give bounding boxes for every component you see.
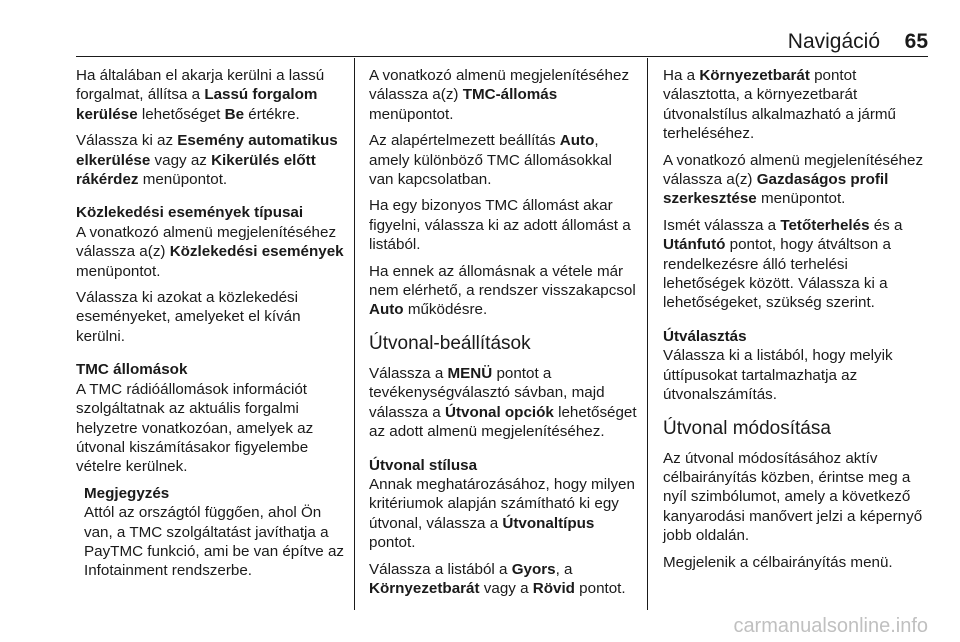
paragraph: Válassza a listából a Gyors, a Környezetbarát vagy a Rövid pontot. [369, 560, 626, 597]
note-title: Megjegyzés [84, 484, 170, 502]
page-number: 65 [904, 30, 928, 53]
paragraph: Az útvonal módosításához aktív célbairányítás közben, érintse meg a nyíl szimbólumot, amely a következő kanyarodási manővert jelzi a képernyő jobb oldalán. [663, 449, 923, 545]
paragraph: Megjelenik a célbairányítás menü. [663, 553, 893, 571]
note-box [76, 484, 346, 581]
paragraph: Ha általában el akarja kerülni a lassú forgalmat, állítsa a Lassú forgalom kerülése lehetőséget Be értékre. [76, 67, 325, 123]
paragraph: A TMC rádióállomások információt szolgáltatnak az aktuális forgalmi helyzetre vonatkozóan, amelyek az útvonal kiszámításakor figyelembe vételre kerülnek. [76, 380, 314, 476]
column-3 [663, 66, 933, 579]
column-1 [76, 66, 346, 588]
paragraph: Ha a Környezetbarát pontot választotta, a környezetbarát útvonalstílus alkalmazható a jármű terheléséhez. [663, 67, 896, 143]
section-title: Navigáció [787, 30, 880, 53]
paragraph: Ha ennek az állomásnak a vétele már nem elérhető, a rendszer visszakapcsol Auto működésre. [369, 262, 636, 319]
watermark: carmanualsonline.info [733, 615, 928, 637]
note-text: Attól az országtól függően, ahol Ön van, a TMC szolgáltatást javíthatja a PayTMC funkció, ami be van építve az Infotainment rendszerbe. [84, 504, 344, 580]
paragraph: A vonatkozó almenü megjelenítéséhez válassza a(z) TMC-állomás menüpontot. [369, 67, 630, 123]
paragraph: Válassza ki azokat a közlekedési eseményeket, amelyeket el kíván kerülni. [76, 289, 301, 345]
paragraph: Válassza a MENÜ pontot a tevékenységválasztó sávban, majd válassza a Útvonal opciók lehetőséget az adott almenü megjelenítéséhez. [369, 364, 637, 441]
subheading-tmc-stations: TMC állomások [76, 361, 188, 379]
subheading-routing: Útválasztás [663, 327, 747, 345]
subheading-event-types: Közlekedési események típusai [76, 204, 304, 222]
column-divider [647, 58, 648, 610]
paragraph: Válassza ki a listából, hogy melyik úttípusokat tartalmazhatja az útvonalszámítás. [663, 347, 893, 404]
heading-route-settings: Útvonal-beállítások [369, 332, 531, 354]
page-header [0, 0, 960, 58]
paragraph: A vonatkozó almenü megjelenítéséhez válassza a(z) Gazdaságos profil szerkesztése menüpontot. [663, 151, 924, 208]
paragraph: A vonatkozó almenü megjelenítéséhez válassza a(z) Közlekedési események menüpontot. [76, 223, 344, 280]
column-2 [369, 66, 639, 605]
column-divider [354, 58, 355, 610]
paragraph: Az alapértelmezett beállítás Auto, amely különböző TMC állomásokkal van kapcsolatban. [369, 132, 612, 189]
paragraph: Annak meghatározásához, hogy milyen kritériumok alapján számítható ki egy útvonal, válassza a Útvonaltípus pontot. [369, 475, 635, 552]
header-rule [76, 56, 928, 57]
subheading-route-style: Útvonal stílusa [369, 456, 478, 474]
paragraph: Ha egy bizonyos TMC állomást akar figyelni, válassza ki az adott állomást a listából. [369, 197, 631, 254]
paragraph: Ismét válassza a Tetőterhelés és a Utánfutó pontot, hogy átváltson a rendelkezésre álló terhelési lehetőségek között. Válassza ki a lehetőségeket, szükség szerint. [663, 216, 903, 312]
heading-route-change: Útvonal módosítása [663, 417, 831, 439]
paragraph: Válassza ki az Esemény automatikus elkerülése vagy az Kikerülés előtt rákérdez menüpontot. [76, 132, 338, 189]
